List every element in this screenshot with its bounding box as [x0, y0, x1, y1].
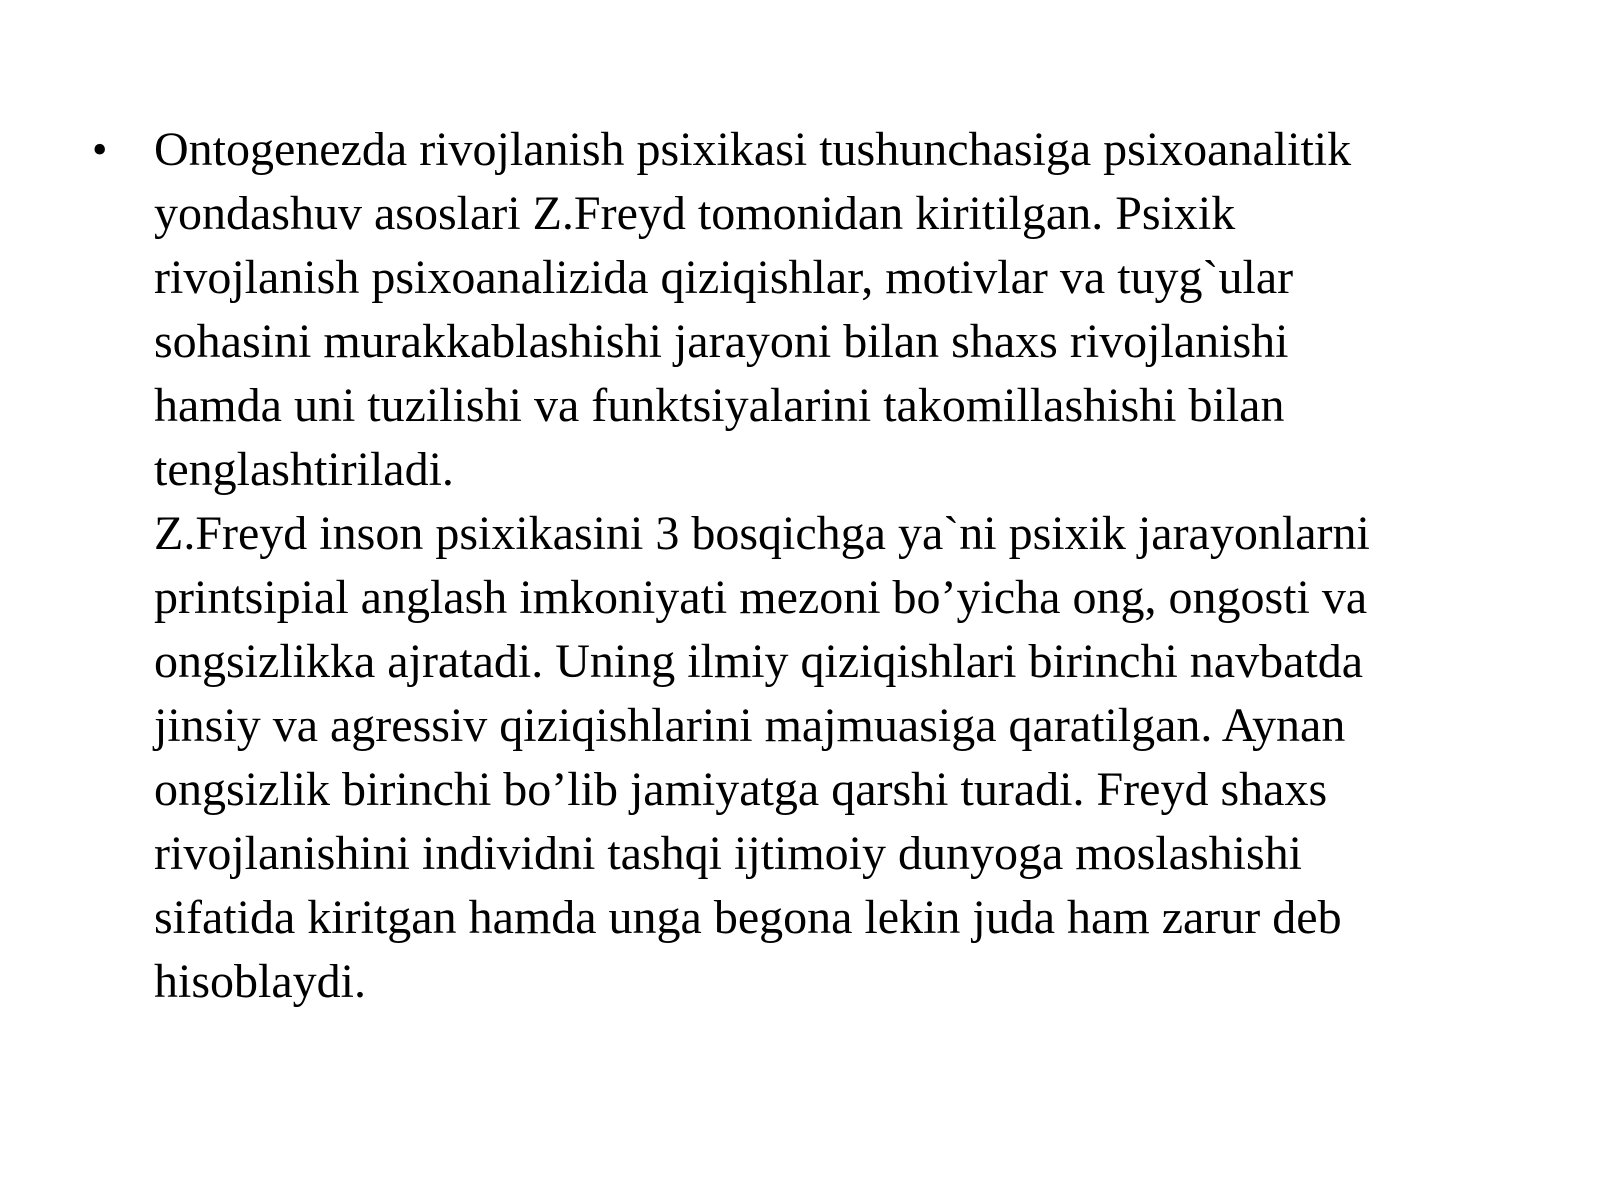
bullet-list [92, 118, 1572, 1014]
bullet-item [92, 118, 1572, 1014]
bullet-text [154, 118, 1572, 1014]
bullet-point-icon: • [92, 125, 108, 174]
paragraph-freyd-psyche: Z.Freyd inson psixikasini 3 bosqichga ya`ni psixik jarayonlarni printsipial anglash imkoniyati mezoni bo’yicha ong, ongosti va ongsizlikka ajratadi. Uning ilmiy qiziqishlari birinchi navbatda jinsiy va agressiv qiziqishlarini majmuasiga qaratilgan. Aynan ongsizlik birinchi bo’lib jamiyatga qarshi turadi. Freyd shaxs rivojlanishini individni tashqi ijtimoiy dunyoga moslashishi sifatida kiritgan hamda unga begona lekin juda ham zarur deb hisoblaydi. [154, 507, 1370, 1008]
paragraph-ontogenesis: Ontogenezda rivojlanish psixikasi tushunchasiga psixoanalitik yondashuv asoslari Z.Freyd tomonidan kiritilgan. Psixik rivojlanish psixoanalizida qiziqishlar, motivlar va tuyg`ular sohasini murakkablashishi jarayoni bilan shaxs rivojlanishi hamda uni tuzilishi va funktsiyalarini takomillashishi bilan tenglashtiriladi. [154, 123, 1352, 496]
